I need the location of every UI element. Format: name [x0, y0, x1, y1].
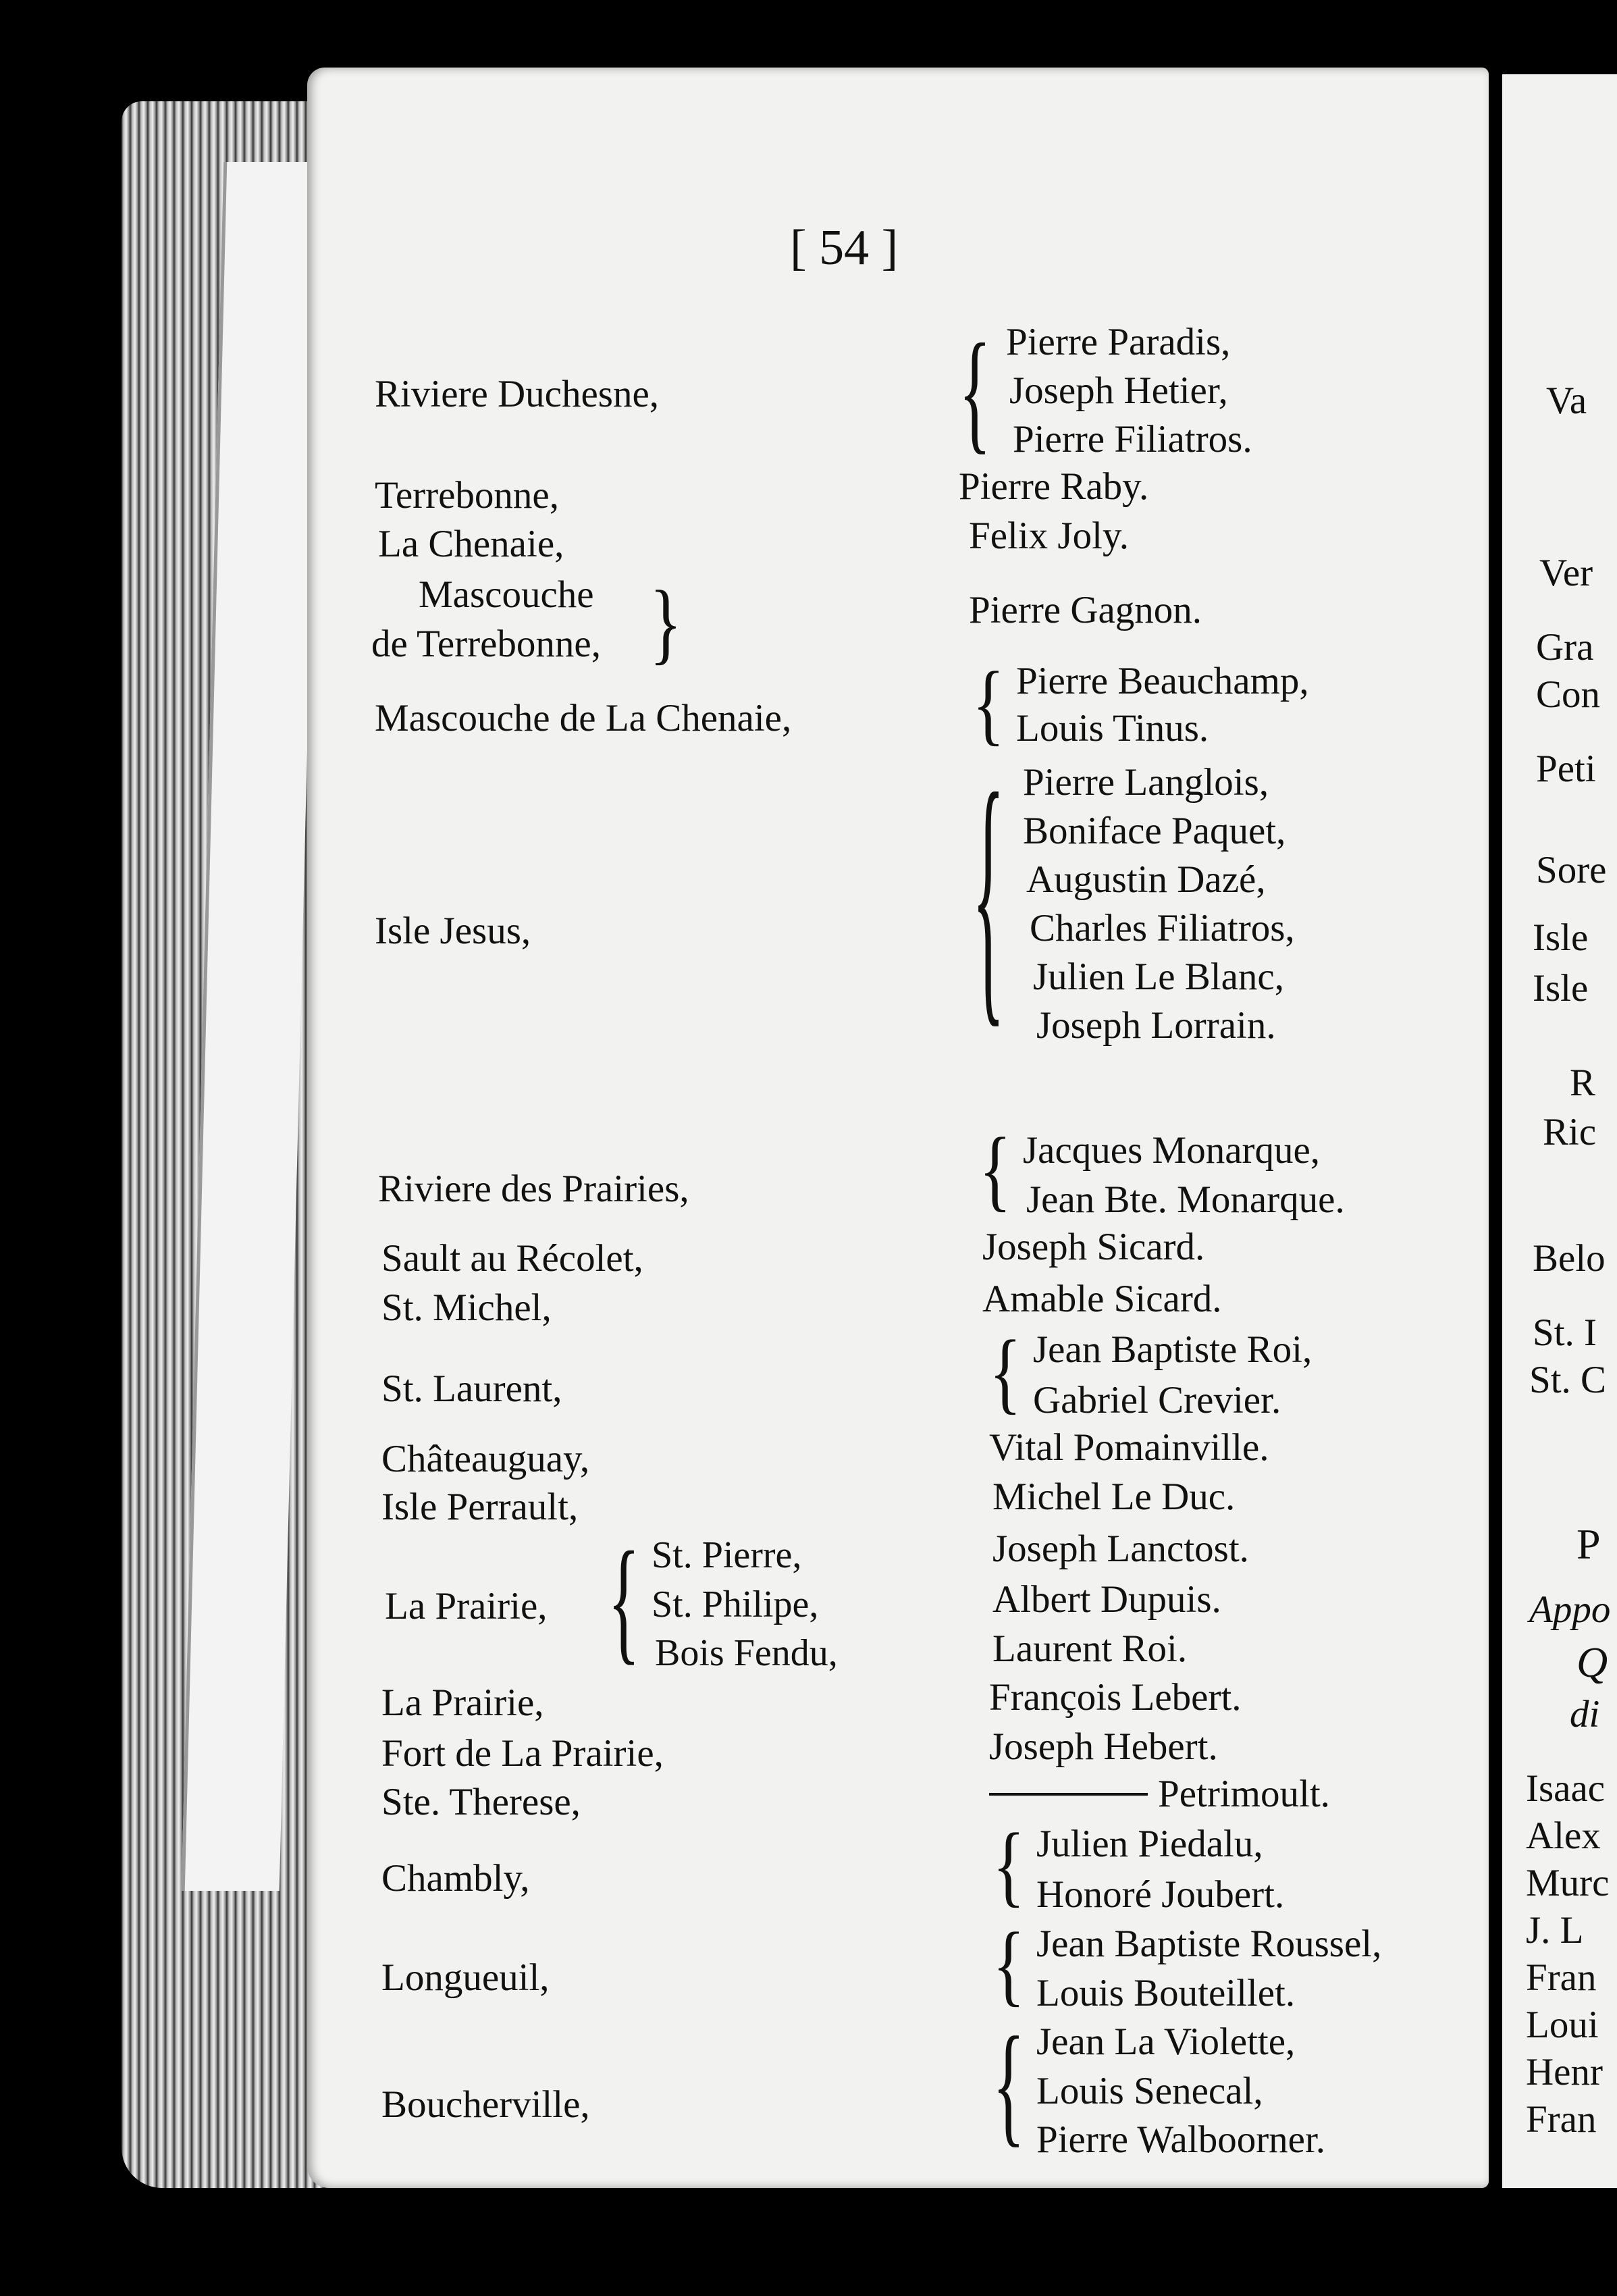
- name: Joseph Sicard.: [982, 1226, 1205, 1268]
- name: Gabriel Crevier.: [1033, 1379, 1281, 1421]
- name: Pierre Beauchamp,: [1016, 660, 1309, 702]
- fragment: Con: [1536, 673, 1601, 716]
- name: Louis Tinus.: [1016, 707, 1209, 750]
- name: Jean Bte. Monarque.: [1026, 1178, 1345, 1221]
- fragment: Sore: [1536, 849, 1607, 891]
- name: Vital Pomainville.: [989, 1426, 1269, 1469]
- name: Jean Baptiste Roi,: [1033, 1328, 1313, 1371]
- place-riviere-des-prairies: Riviere des Prairies,: [378, 1168, 689, 1210]
- fragment: Peti: [1536, 748, 1596, 790]
- name: Pierre Gagnon.: [969, 589, 1202, 631]
- place-mascouche: Mascouche: [419, 573, 594, 616]
- name: Pierre Raby.: [959, 465, 1149, 508]
- name: Boniface Paquet,: [1023, 810, 1286, 852]
- name: Joseph Hetier,: [1009, 369, 1228, 412]
- name: Pierre Filiatros.: [1013, 418, 1252, 461]
- name: Louis Senecal,: [1036, 2070, 1263, 2112]
- name: Pierre Paradis,: [1006, 321, 1231, 363]
- name: Jean La Violette,: [1036, 2020, 1296, 2063]
- sub-place: St. Philipe,: [652, 1584, 819, 1625]
- name: Felix Joly.: [969, 515, 1129, 557]
- fragment: Appo: [1529, 1588, 1611, 1631]
- fragment: Q: [1576, 1638, 1608, 1686]
- place-chateauguay: Châteauguay,: [381, 1438, 590, 1480]
- brace: {: [972, 652, 1005, 754]
- place-ste-therese: Ste. Therese,: [381, 1781, 581, 1823]
- name: Michel Le Duc.: [992, 1476, 1236, 1518]
- name: Jacques Monarque,: [1023, 1129, 1321, 1172]
- fragment: P: [1576, 1520, 1601, 1568]
- fragment: Loui: [1526, 2004, 1599, 2046]
- ditto-dash: [989, 1793, 1148, 1796]
- name: François Lebert.: [989, 1676, 1242, 1719]
- place-mascouche-de-la-chenaie: Mascouche de La Chenaie,: [375, 697, 792, 739]
- name: Julien Le Blanc,: [1033, 956, 1284, 998]
- name: Laurent Roi.: [992, 1627, 1188, 1670]
- fragment: Belo: [1533, 1237, 1606, 1280]
- place-la-prairie-parishes: La Prairie,: [385, 1585, 548, 1627]
- name: Louis Bouteillet.: [1036, 1972, 1296, 2014]
- name: Joseph Lorrain.: [1036, 1004, 1276, 1047]
- fragment: Isle: [1533, 967, 1589, 1010]
- fragment: Isle: [1533, 916, 1589, 959]
- sub-place: Bois Fendu,: [655, 1632, 838, 1674]
- brace: {: [989, 1321, 1022, 1423]
- name: Julien Piedalu,: [1036, 1823, 1263, 1865]
- place-de-terrebonne: de Terrebonne,: [371, 623, 601, 665]
- brace: {: [992, 1913, 1025, 2015]
- facing-page-fragment: [1502, 74, 1617, 2188]
- name: Joseph Hebert.: [989, 1725, 1218, 1768]
- page-number: [ 54 ]: [790, 220, 899, 276]
- fragment: Isaac: [1526, 1767, 1606, 1810]
- fragment: Murc: [1526, 1862, 1610, 1904]
- name: Honoré Joubert.: [1036, 1873, 1285, 1916]
- place-isle-jesus: Isle Jesus,: [375, 910, 531, 952]
- sub-place: St. Pierre,: [652, 1534, 802, 1576]
- place-st-laurent: St. Laurent,: [381, 1367, 562, 1410]
- place-st-michel: St. Michel,: [381, 1286, 552, 1329]
- left-page: [307, 68, 1489, 2188]
- brace: {: [972, 735, 1005, 1051]
- place-boucherville: Boucherville,: [381, 2083, 590, 2126]
- brace: {: [650, 571, 682, 673]
- name: Amable Sicard.: [982, 1278, 1222, 1320]
- fragment: Gra: [1536, 626, 1594, 669]
- place-la-chenaie: La Chenaie,: [378, 523, 564, 565]
- fragment: Ver: [1539, 552, 1593, 594]
- fragment: St. I: [1533, 1311, 1597, 1354]
- name: Albert Dupuis.: [992, 1578, 1221, 1621]
- name: Joseph Lanctost.: [992, 1528, 1249, 1570]
- brace: {: [992, 2009, 1025, 2159]
- place-terrebonne: Terrebonne,: [375, 474, 559, 517]
- place-chambly: Chambly,: [381, 1857, 530, 1900]
- fragment: Alex: [1526, 1815, 1601, 1857]
- name: Charles Filiatros,: [1030, 907, 1295, 949]
- place-la-prairie: La Prairie,: [381, 1681, 544, 1724]
- fragment: R: [1570, 1062, 1596, 1104]
- fragment: J. L: [1526, 1909, 1584, 1952]
- fragment: di: [1570, 1693, 1600, 1736]
- name: Jean Baptiste Roussel,: [1036, 1923, 1382, 1965]
- place-longueuil: Longueuil,: [381, 1956, 550, 1999]
- fragment: St. C: [1529, 1359, 1607, 1401]
- place-fort-de-la-prairie: Fort de La Prairie,: [381, 1732, 664, 1775]
- fragment: Ric: [1543, 1111, 1597, 1153]
- place-sault-au-recolet: Sault au Récolet,: [381, 1237, 643, 1280]
- brace: {: [959, 316, 991, 466]
- name: Pierre Walboorner.: [1036, 2118, 1326, 2161]
- fragment: Fran: [1526, 2098, 1597, 2141]
- place-isle-perrault: Isle Perrault,: [381, 1486, 579, 1528]
- brace: {: [979, 1118, 1011, 1220]
- fragment: Henr: [1526, 2051, 1603, 2093]
- name: Augustin Dazé,: [1026, 858, 1266, 901]
- place-riviere-duchesne: Riviere Duchesne,: [375, 373, 660, 415]
- fragment: Va: [1546, 380, 1587, 422]
- brace: {: [608, 1523, 640, 1677]
- name: Petrimoult.: [1158, 1773, 1330, 1815]
- fragment: Fran: [1526, 1956, 1597, 1999]
- name: Pierre Langlois,: [1023, 761, 1269, 804]
- brace: {: [992, 1814, 1025, 1916]
